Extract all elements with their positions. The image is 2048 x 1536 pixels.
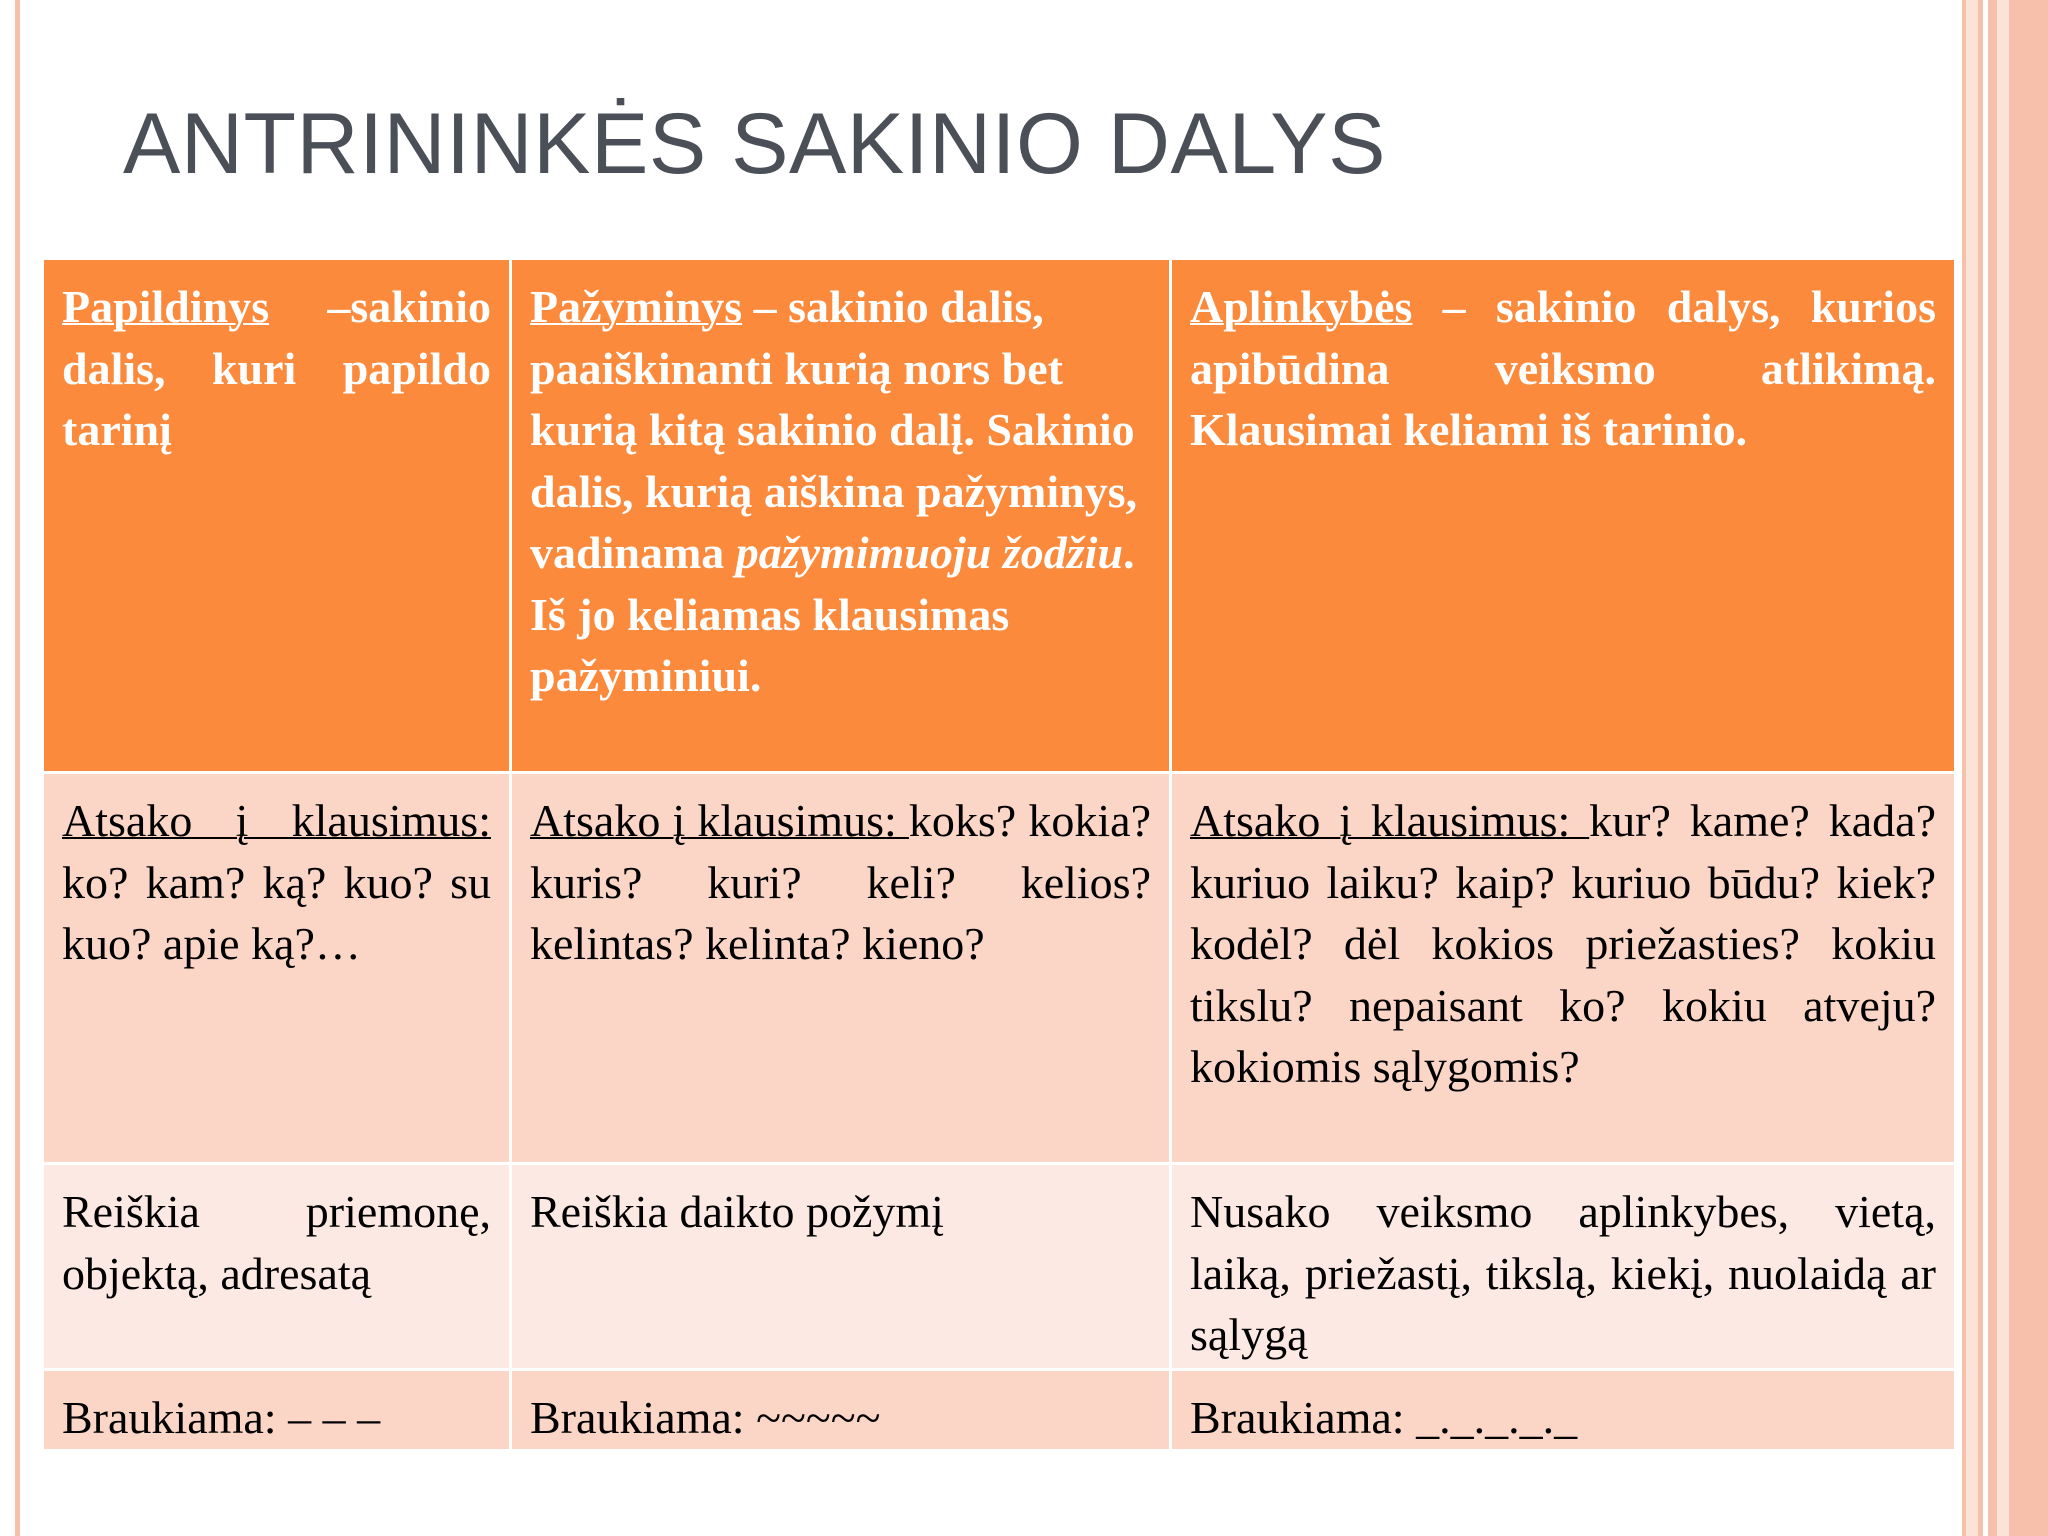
slide-border-stripe: [1966, 0, 1978, 1536]
table-row-meaning: [43, 1164, 1956, 1370]
table-row-underline: [43, 1370, 1956, 1451]
slide-border-stripe: [1978, 0, 1983, 1536]
questions-text: ko? kam? ką? kuo? su kuo? apie ką?…: [62, 856, 491, 969]
slide-border-stripe: [1997, 0, 2009, 1536]
table-cell-definition-aplinkybes: [1171, 259, 1956, 773]
table-cell-meaning-aplinkybes: Nusako veiksmo aplinkybes, vietą, laiką, priežastį, tikslą, kiekį, nuolaidą ar sąlygą: [1171, 1164, 1956, 1370]
table-cell-definition-papildinys: [43, 259, 511, 773]
questions-text: kur? kame? kada? kuriuo laiku? kaip? kuriuo būdu? kiek? kodėl? dėl kokios priežasties? kokiu tikslu? nepaisant ko? kokiu atveju? kokiomis sąlygomis?: [1190, 795, 1936, 1092]
questions-label: Atsako į klausimus:: [1190, 795, 1590, 846]
definition-text: – sakinio dalis, paaiškinanti kurią nors bet kurią kitą sakinio dalį. Sakinio dalis, kurią aiškina pažyminys, vadinama: [530, 281, 1138, 578]
definition-text: – sakinio dalys, kurios apibūdina veiksmo atlikimą. Klausimai keliami iš tarinio.: [1190, 281, 1936, 455]
definition-text-after: . Iš jo keliamas klausimas pažyminiui.: [530, 527, 1135, 701]
table-cell-meaning-papildinys: Reiškia priemonę, objektą, adresatą: [43, 1164, 511, 1370]
definition-italic-term: pažymimuoju žodžiu: [735, 527, 1124, 578]
table-cell-questions-aplinkybes: [1171, 773, 1956, 1164]
term-aplinkybes: Aplinkybės: [1190, 281, 1413, 332]
table-cell-meaning-pazyminys: Reiškia daikto požymį: [511, 1164, 1171, 1370]
table-cell-definition-pazyminys: [511, 259, 1171, 773]
slide-border-stripe: [15, 0, 20, 1536]
table-cell-underline-aplinkybes: Braukiama: _._._._._: [1171, 1370, 1956, 1451]
table-row-definitions: [43, 259, 1956, 773]
definition-text: –sakinio dalis, kuri papildo tarinį: [62, 281, 491, 455]
table-cell-underline-papildinys: Braukiama: – – –: [43, 1370, 511, 1451]
questions-label: Atsako į klausimus:: [530, 795, 909, 846]
term-pazyminys: Pažyminys: [530, 281, 743, 332]
questions-label: Atsako į klausimus:: [62, 795, 491, 846]
term-papildinys: Papildinys: [62, 281, 270, 332]
table-cell-questions-pazyminys: [511, 773, 1171, 1164]
table-row-questions: [43, 773, 1956, 1164]
sentence-parts-table: [41, 257, 1957, 1452]
slide-border-stripe: [1988, 0, 1997, 1536]
page-title: ANTRININKĖS SAKINIO DALYS: [123, 96, 1386, 192]
slide-border-stripe: [2009, 0, 2048, 1536]
table-cell-questions-papildinys: [43, 773, 511, 1164]
questions-text: koks? kokia? kuris? kuri? keli? kelios? kelintas? kelinta? kieno?: [530, 795, 1151, 969]
table-cell-underline-pazyminys: Braukiama: ~~~~~: [511, 1370, 1171, 1451]
